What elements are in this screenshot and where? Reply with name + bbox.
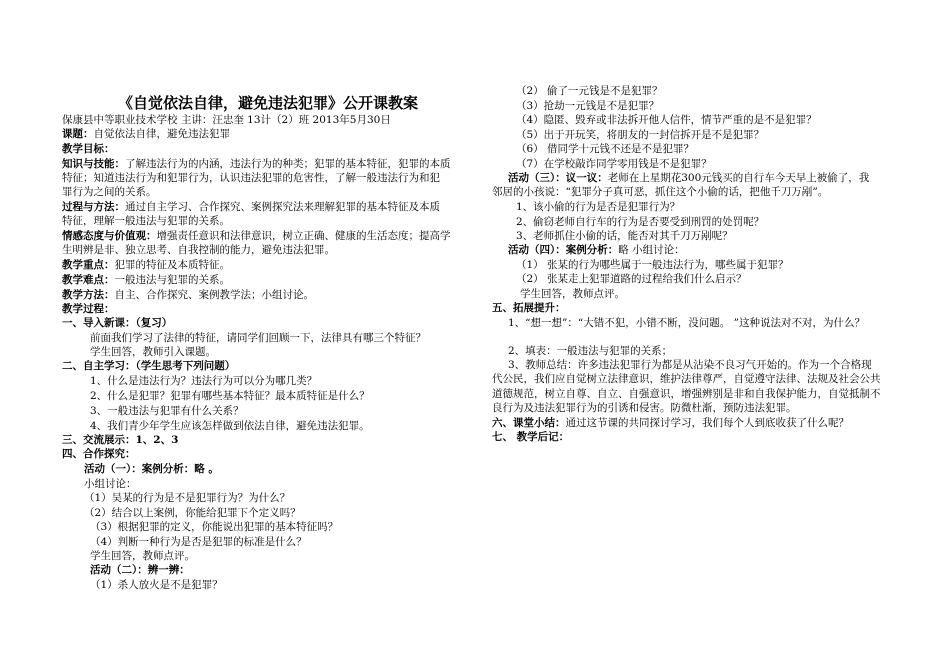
text-line xyxy=(508,344,672,358)
line-text: （2）结合以上案例，你能给犯罪下个定义吗？ xyxy=(84,507,301,519)
line-text: 前面我们学习了法律的特征，请同学们回顾一下，法律具有哪三个特征？ xyxy=(90,332,426,344)
line-text: 生明辨是非、独立思考、自我控制的能力，避免违法犯罪。 xyxy=(62,244,335,256)
line-heading: 过程与方法： xyxy=(62,201,125,213)
text-line xyxy=(516,272,747,286)
line-text: 良行为及违法犯罪行为的引诱和侵害。防微杜渐，预防违法犯罪。 xyxy=(492,402,797,414)
line-heading: 情感态度与价值观： xyxy=(62,230,157,242)
line-text: （4）隐匿、毁弃或非法拆开他人信件，情节严重的是不是犯罪？ xyxy=(516,114,817,126)
line-text: 特征，理解一般违法与犯罪的关系。 xyxy=(62,215,230,227)
line-heading: 六、课堂小结： xyxy=(492,417,566,429)
text-line xyxy=(90,578,223,592)
line-text: 1、该小偷的行为是否是犯罪行为？ xyxy=(516,201,681,213)
line-text: （1）吴某的行为是不是犯罪行为？为什么？ xyxy=(84,492,291,504)
line-text: 一般违法与犯罪的关系。 xyxy=(114,274,230,286)
line-text: 特征；知道违法行为和犯罪行为，认识违法犯罪的危害性，了解一般违法行为和犯 xyxy=(62,172,440,184)
line-text: 小组讨论： xyxy=(84,478,137,490)
line-text: 学生回答，教师点评。 xyxy=(520,288,625,300)
text-line xyxy=(520,287,625,301)
line-text: 2、偷窃老师自行车的行为是否要受到刑罚的处罚呢？ xyxy=(516,216,765,228)
text-line xyxy=(62,113,391,127)
line-text: 略 小组讨论： xyxy=(618,244,685,256)
text-line xyxy=(90,345,216,359)
line-text: 了解违法行为的内涵，违法行为的种类；犯罪的基本特征，犯罪的本质 xyxy=(125,158,451,170)
line-heading: 七、 教学后记： xyxy=(492,431,570,443)
text-line xyxy=(62,127,230,141)
text-line xyxy=(516,215,764,229)
line-text: （2） 张某走上犯罪道路的过程给我们什么启示？ xyxy=(516,273,747,285)
text-line xyxy=(90,520,338,534)
text-line xyxy=(84,477,137,491)
line-text: 1、什么是违法行为？违法行为可以分为哪几类？ xyxy=(90,375,318,387)
line-text: 2、填表：一般违法与犯罪的关系； xyxy=(508,345,673,357)
text-line xyxy=(62,200,440,214)
line-heading: 五、拓展提升： xyxy=(492,302,566,314)
text-line xyxy=(62,359,235,373)
line-text: 2、什么是犯罪？犯罪有哪些基本特征？最本质特征是什么？ xyxy=(90,390,370,402)
line-text: （4）判断一种行为是否是犯罪的标准是什么？ xyxy=(90,536,307,548)
line-text: 通过自主学习、合作探究、案例探究法来理解犯罪的基本特征及本质 xyxy=(125,201,440,213)
line-text: （1）杀人放火是不是犯罪？ xyxy=(90,579,223,591)
text-line xyxy=(492,185,828,199)
line-text: 学生回答，教师引入课题。 xyxy=(90,346,216,358)
text-line xyxy=(90,374,317,388)
line-heading: 活动（一）：案例分析：略 。 xyxy=(84,463,219,475)
line-text: 自觉依法自律，避免违法犯罪 xyxy=(93,128,230,140)
text-line xyxy=(516,157,712,171)
text-line xyxy=(90,331,426,345)
text-line xyxy=(62,302,115,316)
line-text: （2） 偷了一元钱是不是犯罪？ xyxy=(516,85,663,97)
line-text: （3）抢劫一元钱是不是犯罪？ xyxy=(516,100,660,112)
text-line xyxy=(62,433,178,447)
text-line xyxy=(90,404,244,418)
text-line xyxy=(90,549,195,563)
line-heading: 活动（四）：案例分析： xyxy=(508,244,619,256)
line-text: （3）根据犯罪的定义，你能说出犯罪的基本特征吗？ xyxy=(90,521,339,533)
line-text: （6） 借同学十元钱不还是不是犯罪？ xyxy=(516,143,695,155)
line-heading: 教学过程： xyxy=(62,303,115,315)
line-heading: 教学重点： xyxy=(62,259,115,271)
text-line xyxy=(90,419,370,433)
line-heading: 活动（三）：议一议： xyxy=(508,172,608,184)
text-line xyxy=(90,535,307,549)
text-line xyxy=(492,401,797,415)
line-heading: 教学方法： xyxy=(62,289,115,301)
line-heading: 四、合作探究： xyxy=(62,448,136,460)
text-line xyxy=(516,258,789,272)
line-text: 学生回答，教师点评。 xyxy=(90,550,195,562)
text-line xyxy=(84,506,301,520)
lesson-plan-title: 《自觉依法自律，避免违法犯罪》公开课教案 xyxy=(117,94,418,112)
text-line xyxy=(516,113,817,127)
text-line xyxy=(516,142,694,156)
line-text: 道德规范，树立自尊、自立、自强意识，增强辨别是非和自我保护能力，自觉抵制不 xyxy=(492,388,881,400)
text-line xyxy=(62,243,335,257)
line-text: 老师在上星期花300元钱买的自行车今天早上被偷了，我 xyxy=(607,172,870,184)
line-text: 自主、合作探究、案例教学法；小组讨论。 xyxy=(114,289,314,301)
text-line xyxy=(62,214,230,228)
line-text: 犯罪的特征及本质特征。 xyxy=(114,259,230,271)
text-line xyxy=(508,358,872,372)
text-line xyxy=(62,288,314,302)
text-line xyxy=(492,372,881,386)
text-line xyxy=(62,258,230,272)
line-text: 3、一般违法与犯罪有什么关系？ xyxy=(90,405,244,417)
text-line xyxy=(492,301,566,315)
text-line xyxy=(62,185,157,199)
text-line xyxy=(492,416,849,430)
text-line xyxy=(62,142,115,156)
text-line xyxy=(62,157,451,171)
line-heading: 三、交流展示：1、2、3 xyxy=(62,434,179,446)
text-line xyxy=(62,273,230,287)
line-text: 代公民，我们应自觉树立法律意识，维护法律尊严，自觉遵守法律、法规及社会公共 xyxy=(492,373,881,385)
text-line xyxy=(516,229,733,243)
line-text: 罪行为之间的关系。 xyxy=(62,186,157,198)
line-heading: 活动（二）：辨一辨： xyxy=(90,564,190,576)
line-text: 3、教师总结：许多违法犯罪行为都是从沾染不良习气开始的。作为一个合格现 xyxy=(508,359,872,371)
line-text: 通过这节课的共同探讨学习，我们每个人到底收获了什么呢？ xyxy=(565,417,849,429)
text-line xyxy=(492,430,569,444)
text-line xyxy=(516,200,680,214)
line-heading: 二、自主学习：（学生思考下列问题） xyxy=(62,360,236,372)
text-line xyxy=(62,447,136,461)
text-line xyxy=(90,563,190,577)
text-line xyxy=(508,171,869,185)
text-line xyxy=(516,84,663,98)
line-heading: 教学目标： xyxy=(62,143,115,155)
line-text: 3、老师抓住小偷的话，能否对其千刀万剐呢？ xyxy=(516,230,733,242)
line-text: （1） 张某的行为哪些属于一般违法行为，哪些属于犯罪？ xyxy=(516,259,789,271)
line-text: 保康县中等职业技术学校 主讲：汪忠奎 13计（2）班 2013年5月30日 xyxy=(62,114,391,126)
text-line xyxy=(492,387,881,401)
line-text: 4、我们青少年学生应该怎样做到依法自律，避免违法犯罪。 xyxy=(90,420,370,432)
line-heading: 知识与技能： xyxy=(62,158,125,170)
line-text: （7）在学校敲诈同学零用钱是不是犯罪？ xyxy=(516,158,712,170)
line-text: （5）出于开玩笑，将朋友的一封信拆开是不是犯罪？ xyxy=(516,129,765,141)
text-line xyxy=(84,462,219,476)
text-line xyxy=(62,316,172,330)
text-line xyxy=(90,389,370,403)
line-heading: 教学难点： xyxy=(62,274,115,286)
line-text: 1、“想一想”：“大错不犯，小错不断，没问题。 ”这种说法对不对，为什么？ xyxy=(508,317,865,329)
line-heading: 课题： xyxy=(62,128,94,140)
text-line xyxy=(84,491,290,505)
text-line xyxy=(508,243,685,257)
line-text: 增强责任意识和法律意识，树立正确、健康的生活态度；提高学 xyxy=(156,230,451,242)
text-line xyxy=(62,171,440,185)
line-heading: 一、导入新课：（复习） xyxy=(62,317,173,329)
text-line xyxy=(508,316,865,330)
text-line xyxy=(516,128,764,142)
text-line xyxy=(62,229,451,243)
text-line xyxy=(516,99,659,113)
line-text: 邻居的小孩说：“犯罪分子真可恶，抓住这个小偷的话，把他千刀万剐”。 xyxy=(492,186,829,198)
